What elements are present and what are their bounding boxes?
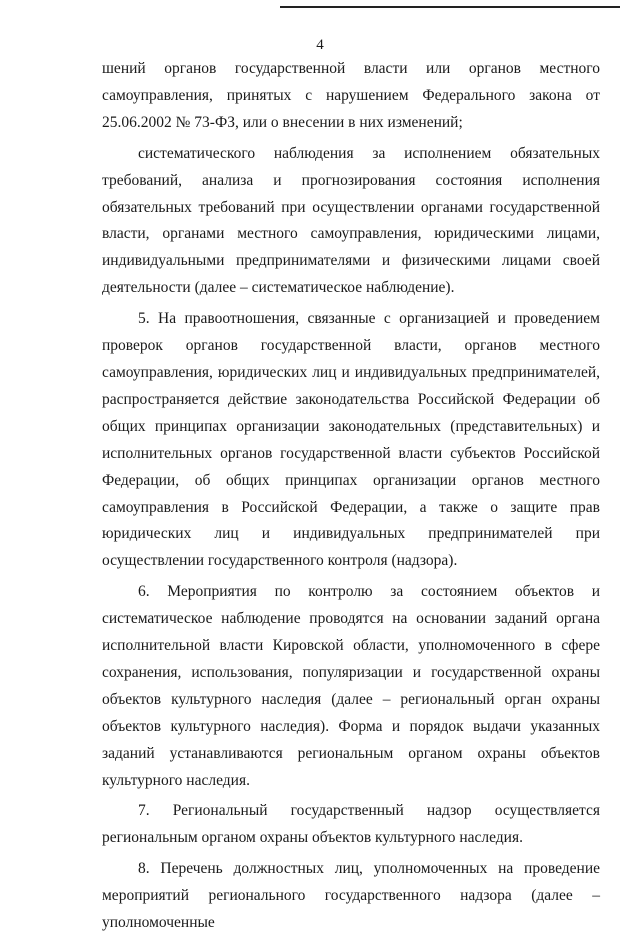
paragraph-item-7: 7. Региональный государственный надзор осуществляется региональным органом охраны объектов культурного наследия. xyxy=(102,802,600,847)
page-number: 4 xyxy=(316,37,324,53)
paragraph-item-5: 5. На правоотношения, связанные с организацией и проведением проверок органов государственной власти, органов местного самоуправления, юридических лиц и индивидуальных предпринимателей, распространяется действие законодательства Российской Федерации об общих принципах организации законодательных (представительных) и исполнительных органов государственной власти субъектов Российской Федерации, об общих принципах организации органов местного самоуправления в Российской Федерации, а также о защите прав юридических лиц и индивидуальных предпринимателей при осуществлении государственного контроля (надзора). xyxy=(102,310,600,570)
paragraph-continuation: шений органов государственной власти или органов местного самоуправления, принятых с нарушением Федерального закона от 25.06.2002 № 73-ФЗ, или о внесении в них изменений; xyxy=(102,60,600,131)
page-body xyxy=(102,56,600,937)
paragraph-item-8: 8. Перечень должностных лиц, уполномоченных на проведение мероприятий регионального государственного надзора (далее – уполномоченные xyxy=(102,860,600,932)
top-rule-line xyxy=(280,6,620,8)
paragraph-systematic-observation: систематического наблюдения за исполнением обязательных требований, анализа и прогнозирования состояния исполнения обязательных требований при осуществлении органами государственной власти, органами местного самоуправления, юридическими лицами, индивидуальными предпринимателями и физическими лицами своей деятельности (далее – систематическое наблюдение). xyxy=(102,144,600,297)
paragraph-item-6: 6. Мероприятия по контролю за состоянием объектов и систематическое наблюдение проводятся на основании заданий органа исполнительной власти Кировской области, уполномоченного в сфере сохранения, использования, популяризации и государственной охраны объектов культурного наследия (далее – региональный орган охраны объектов культурного наследия). Форма и порядок выдачи указанных заданий устанавливаются региональным органом охраны объектов культурного наследия. xyxy=(102,583,600,789)
